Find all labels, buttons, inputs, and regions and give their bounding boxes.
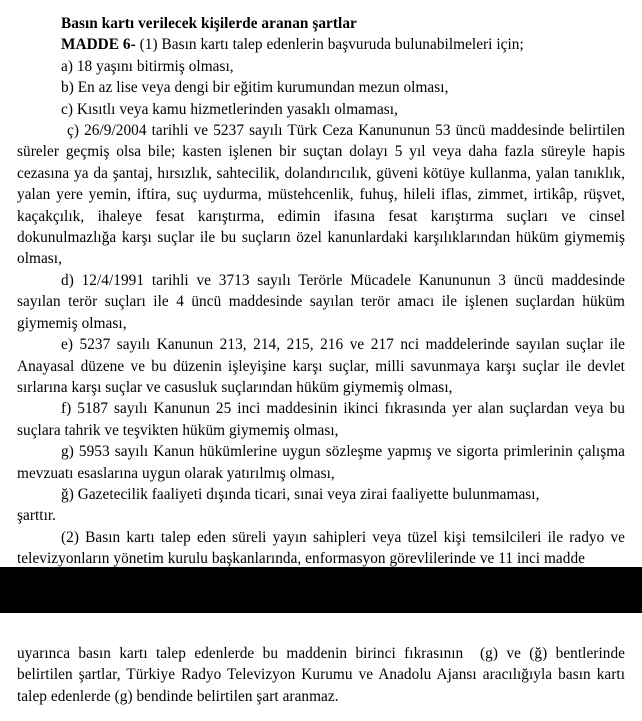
redaction-bar [0, 567, 642, 613]
clause-item-d: d) 12/4/1991 tarihli ve 3713 sayılı Terörle Mücadele Kanununun 3 üncü maddesinde sayılan terör suçları ile 4 üncü maddesinde sayılan terör amacı ile işlenen suçlardan hüküm giymemiş olması, [17, 271, 629, 332]
article-intro-text: (1) Basın kartı talep edenlerin başvuruda bulunabilmeleri için; [135, 36, 524, 54]
clause-closing-word: şarttır. [17, 507, 57, 525]
clause-item-g-breve: ğ) Gazetecilik faaliyeti dışında ticari, sınai veya zirai faaliyette bulunmaması, [61, 485, 540, 503]
clause-item-f: f) 5187 sayılı Kanunun 25 inci maddesinin ikinci fıkrasında yer alan suçlardan veya bu suçlara tahrik ve teşvikten hüküm giymemiş olması, [17, 400, 629, 439]
clause-item-b: b) En az lise veya dengi bir eğitim kurumundan mezun olması, [61, 79, 449, 97]
clause-item-c-cedilla: ç) 26/9/2004 tarihli ve 5237 sayılı Türk Ceza Kanununun 53 üncü maddesinde belirtilen süreler geçmiş olsa bile; kasten işlenen bir suçtan dolayı 5 yıl veya daha fazla süreyle hapis cezasına ya da şantaj, hırsızlık, sahtecilik, dolandırıcılık, güveni kötüye kullanma, yalan tanıklık, yalan yere yemin, iftira, suç uydurma, müstehcenlik, fuhuş, hileli iflas, zimmet, irtikâp, rüşvet, kaçakçılık, ihaleye fesat karıştırma, edimin ifasına fesat karıştırma suçları ve cinsel dokunulmazlığa karşı suçlar ile bu suçların özel kanunlardaki karşılıklarından hüküm giymemiş olması, [17, 122, 629, 268]
section-heading: Basın kartı verilecek kişilerde aranan şartlar [61, 15, 357, 32]
clause-item-g: g) 5953 sayılı Kanun hükümlerine uygun sözleşme yapmış ve sigorta primlerinin çalışma mevzuatı esaslarına uygun olarak yatırılmış olması, [17, 443, 629, 482]
document-bottom-section [17, 643, 629, 707]
article-intro-line [17, 34, 625, 55]
bottom-paragraph: uyarınca basın kartı talep edenlerde bu maddenin birinci fıkrasının (g) ve (ğ) bentlerinde belirtilen şartlar, Türkiye Radyo Televizyon Kurumu ve Anadolu Ajansı aracılığıyla basın kartı talep edenlerde (g) bendinde belirtilen şart aranmaz. [17, 645, 629, 705]
paragraph-two: (2) Basın kartı talep eden süreli yayın sahipleri veya tüzel kişi temsilcileri ile radyo ve televizyonların yönetim kurulu başkanlarında, enformasyon görevlilerinde ve 11 inci madde [17, 528, 629, 568]
document-top-section [17, 13, 629, 570]
clause-item-a: a) 18 yaşını bitirmiş olması, [61, 57, 234, 75]
article-label: MADDE 6- [61, 36, 136, 54]
clause-item-c: c) Kısıtlı veya kamu hizmetlerinden yasaklı olmaması, [61, 100, 398, 118]
clause-item-e: e) 5237 sayılı Kanunun 213, 214, 215, 216 ve 217 nci maddelerinde sayılan suçlar ile Anayasal düzene ve bu düzenin işleyişine karşı suçlar, milli savunmaya karşı suçlar ile devlet sırlarına karşı suçlar ve casusluk suçlarından hüküm giymemiş olması, [17, 336, 629, 396]
